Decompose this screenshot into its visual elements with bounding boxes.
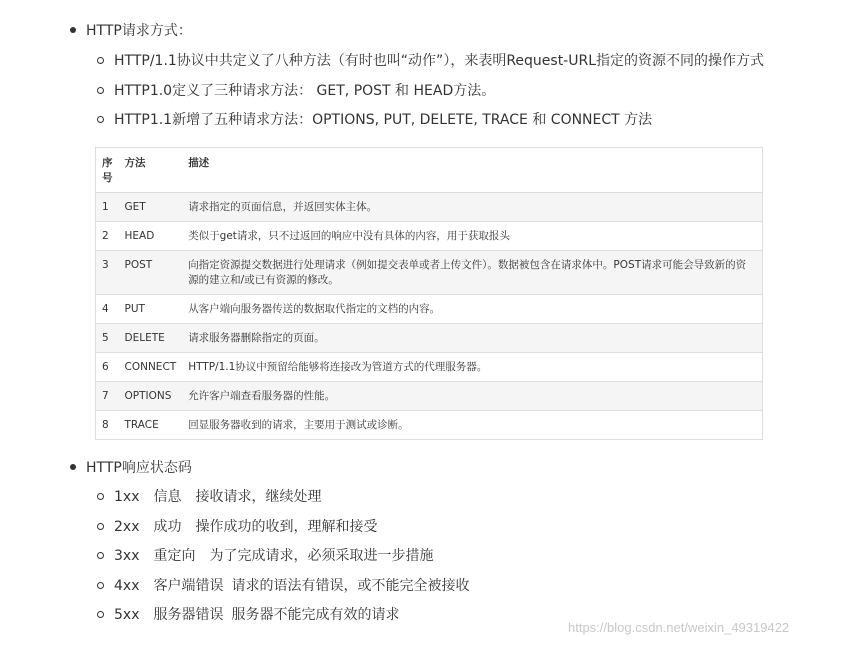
section-title: HTTP请求方式：	[86, 23, 192, 39]
table-row: 8 TRACE 回显服务器收到的请求，主要用于测试或诊断。	[96, 411, 763, 440]
table-row: 3 POST 向指定资源提交数据进行处理请求（例如提交表单或者上传文件）。数据被包含在请求体中。POST请求可能会导致新的资源的建立和/或已有资源的修改。	[96, 251, 763, 295]
list-item: 5xx 服务器错误 服务器不能完成有效的请求	[97, 606, 399, 624]
list-item: 1xx 信息 接收请求，继续处理	[97, 488, 321, 506]
watermark-url: https://blog.csdn.net/weixin_49319422	[568, 620, 790, 635]
hollow-bullet-icon	[97, 493, 104, 500]
bullet-icon	[70, 464, 76, 470]
hollow-bullet-icon	[97, 57, 104, 64]
http-methods-table	[95, 147, 763, 440]
list-item: 4xx 客户端错误 请求的语法有错误，或不能完全被接收	[97, 577, 469, 595]
list-item: 3xx 重定向 为了完成请求，必须采取进一步措施	[97, 547, 433, 565]
section-title: HTTP响应状态码	[86, 460, 192, 476]
list-item: HTTP1.0定义了三种请求方法： GET, POST 和 HEAD方法。	[97, 82, 495, 100]
table-row: 5 DELETE 请求服务器删除指定的页面。	[96, 324, 763, 353]
hollow-bullet-icon	[97, 523, 104, 530]
hollow-bullet-icon	[97, 87, 104, 94]
table-row: 1 GET 请求指定的页面信息，并返回实体主体。	[96, 193, 763, 222]
list-item: HTTP1.1新增了五种请求方法：OPTIONS, PUT, DELETE, TRACE 和 CONNECT 方法	[97, 111, 652, 129]
header-description: 描述	[182, 148, 762, 193]
list-item: 2xx 成功 操作成功的收到，理解和接受	[97, 518, 377, 536]
section-request-methods-heading	[70, 22, 192, 40]
section-status-codes-heading	[70, 459, 192, 477]
table-row: 4 PUT 从客户端向服务器传送的数据取代指定的文档的内容。	[96, 295, 763, 324]
hollow-bullet-icon	[97, 552, 104, 559]
header-index: 序号	[96, 148, 119, 193]
table-header-row	[96, 148, 763, 193]
table-row: 6 CONNECT HTTP/1.1协议中预留给能够将连接改为管道方式的代理服务器。	[96, 353, 763, 382]
bullet-icon	[70, 27, 76, 33]
hollow-bullet-icon	[97, 582, 104, 589]
table-row: 2 HEAD 类似于get请求，只不过返回的响应中没有具体的内容，用于获取报头	[96, 222, 763, 251]
header-method: 方法	[119, 148, 183, 193]
hollow-bullet-icon	[97, 116, 104, 123]
table-row: 7 OPTIONS 允许客户端查看服务器的性能。	[96, 382, 763, 411]
list-item: HTTP/1.1协议中共定义了八种方法（有时也叫“动作”），来表明Request-URL指定的资源不同的操作方式	[97, 52, 764, 70]
hollow-bullet-icon	[97, 611, 104, 618]
